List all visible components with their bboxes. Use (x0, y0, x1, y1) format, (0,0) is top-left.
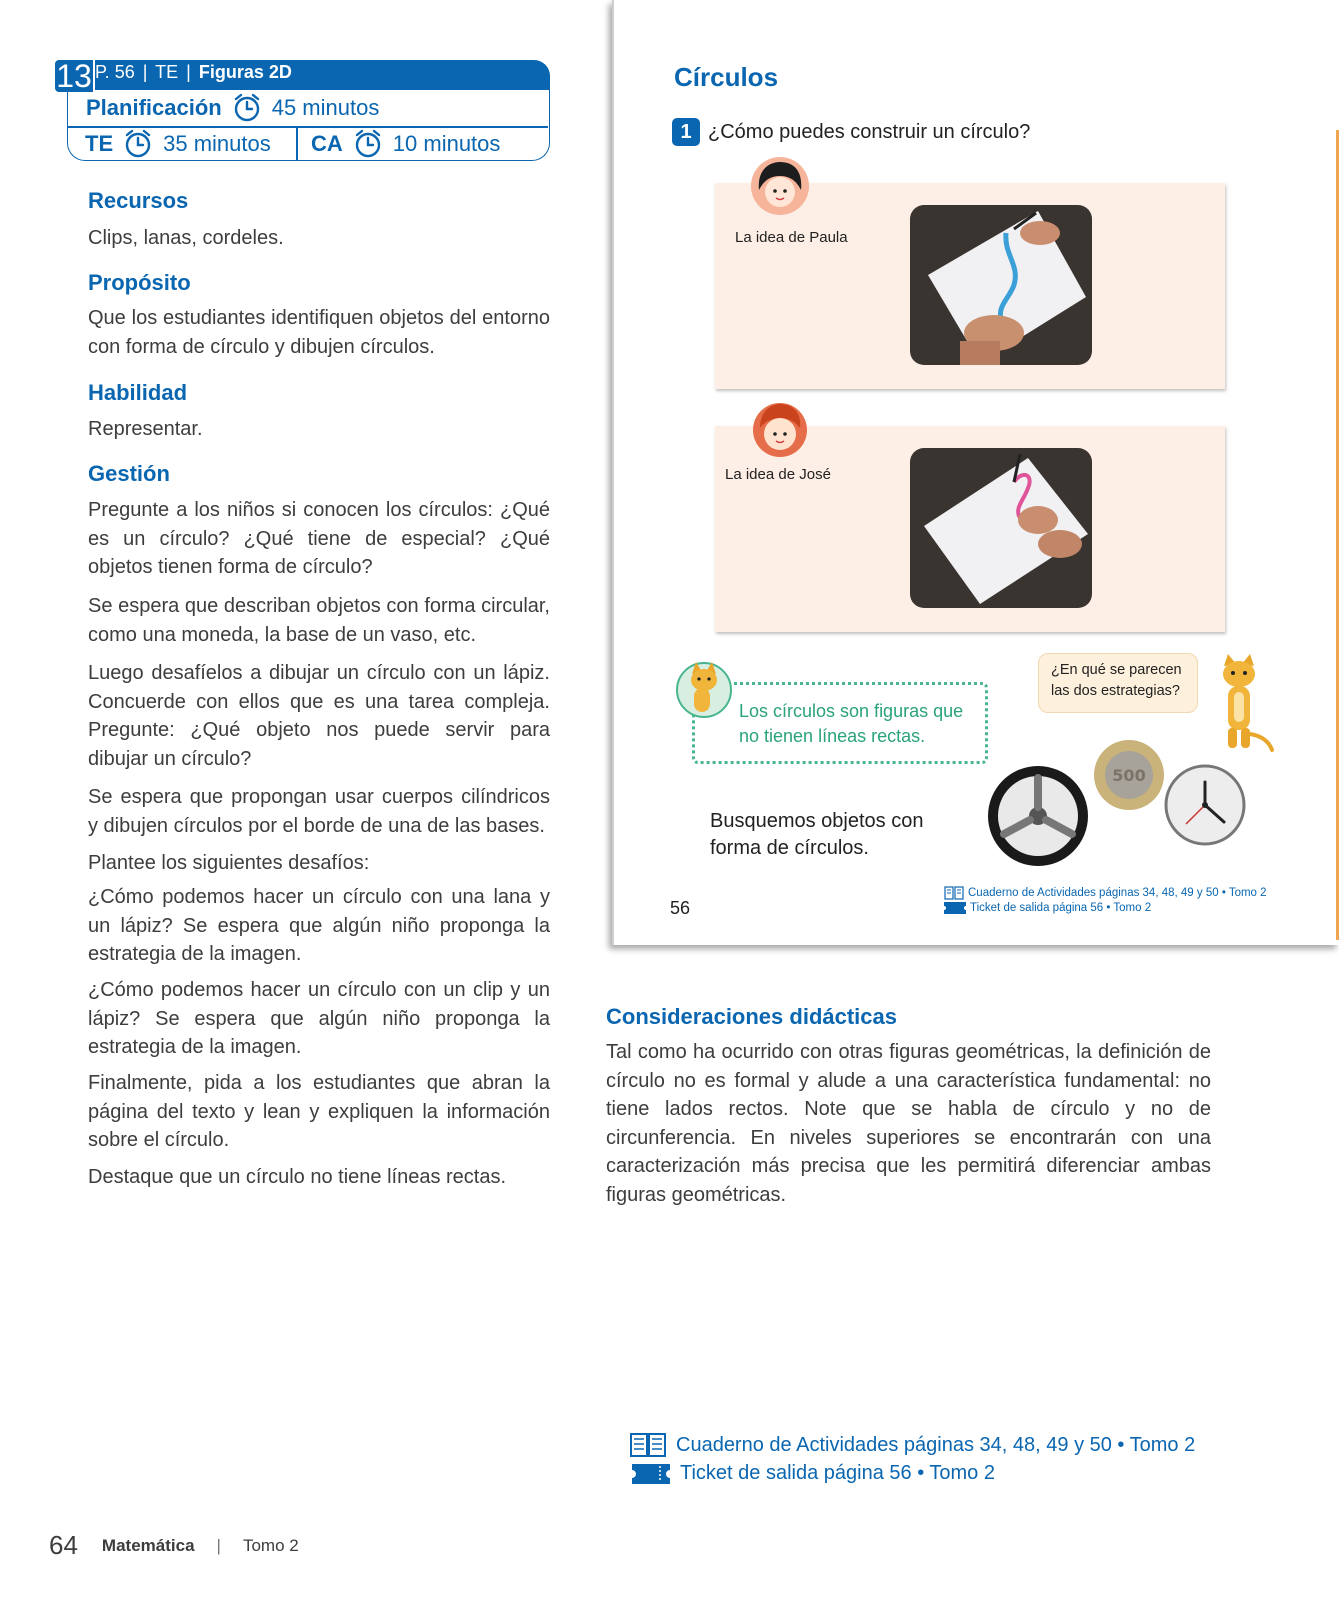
jose-label: La idea de José (725, 466, 831, 483)
wall-clock-icon (1164, 764, 1246, 846)
footer-page-number: 64 (49, 1530, 78, 1560)
proposito-text: Que los estudiantes identifiquen objetos del entorno con forma de círculo y dibujen círculos. (88, 307, 550, 358)
ticket-icon (944, 902, 966, 914)
cat-mascot-standing-icon (1208, 654, 1274, 752)
lesson-number: 13 (53, 58, 95, 94)
paula-photo (910, 205, 1092, 365)
ca-label: CA (311, 131, 343, 156)
gestion-p8: Finalmente, pida a los estudiantes que abran la página del texto y lean y expliquen la información sobre el círculo. (88, 1072, 550, 1151)
ca-row (311, 128, 500, 160)
paper-with-clip-image (910, 448, 1092, 608)
steering-wheel-icon (982, 760, 1094, 872)
planning-time: 45 minutos (271, 95, 380, 120)
habilidad-text: Representar. (88, 418, 203, 440)
considerations-text: Tal como ha ocurrido con otras figuras geométricas, la definición de círculo no es formal y alude a una característica fundamental: no tiene lados rectos. Note que se habla de círculo y no de circunferencia. En niveles superiores se encontrarán con una caracterización más precisa que les permitirá diferenciar ambas figuras geométricas. (606, 1041, 1211, 1206)
find-line-1: Busquemos objetos con (710, 810, 924, 832)
textbook-page-number: 56 (670, 898, 691, 918)
paula-label: La idea de Paula (735, 229, 848, 246)
alarm-clock-icon (353, 129, 383, 159)
paula-avatar-icon (749, 156, 811, 216)
header-bar-text: P. 56 | TE | Figuras 2D (95, 62, 292, 82)
te-row (85, 128, 271, 160)
coin-value: 500 (1112, 766, 1146, 785)
strategy-question-text: ¿En qué se parecen las dos estrategias? (1051, 662, 1182, 699)
gestion-p7: ¿Cómo podemos hacer un círculo con un clip y un lápiz? Se espera que algún niño proponga la estrategia de la imagen. (88, 979, 550, 1058)
workbook-reference-text: Cuaderno de Actividades páginas 34, 48, 49 y 50 • Tomo 2 (676, 1433, 1196, 1456)
te-label: TE (85, 131, 114, 156)
gestion-p3: Luego desafíelos a dibujar un círculo con un lápiz. Concuerde con ellos que es una tarea compleja. Pregunte: ¿Qué objeto nos puede servir para dibujar un círculo? (88, 662, 550, 770)
textbook-title: Círculos (674, 62, 779, 92)
gestion-p4: Se espera que propongan usar cuerpos cilíndricos y dibujen círculos por el borde de una de las bases. (88, 786, 550, 837)
book-icon (630, 1432, 666, 1458)
definition-bubble (692, 682, 988, 764)
gestion-heading: Gestión (88, 461, 170, 486)
workbook-reference (630, 1432, 1195, 1458)
coin-icon (1092, 738, 1166, 812)
find-objects-text (710, 808, 923, 862)
topic: Figuras 2D (198, 62, 292, 82)
habilidad-heading: Habilidad (88, 380, 188, 405)
gestion-p9: Destaque que un círculo no tiene líneas rectas. (88, 1166, 507, 1188)
jose-avatar-icon (750, 400, 810, 458)
lesson-header (53, 58, 550, 162)
ca-time: 10 minutos (392, 131, 501, 156)
textbook-page (612, 0, 1339, 945)
footer-subject: Matemática (101, 1535, 195, 1555)
find-line-2: forma de círculos. (710, 837, 869, 859)
textbook-ref-workbook-text: Cuaderno de Actividades páginas 34, 48, 49 y 50 • Tomo 2 (968, 887, 1267, 899)
page-footer (49, 1530, 299, 1561)
jose-photo (910, 448, 1092, 608)
page-ref: P. 56 (95, 62, 135, 82)
cat-mascot-icon (676, 660, 732, 718)
footer-separator: | (216, 1535, 221, 1555)
planning-row (86, 90, 379, 126)
textbook-ref-ticket-text: Ticket de salida página 56 • Tomo 2 (970, 902, 1152, 914)
recursos-heading: Recursos (88, 188, 189, 213)
strategy-question-bubble (1038, 653, 1198, 713)
question-text: ¿Cómo puedes construir un círculo? (708, 120, 1031, 143)
paper-with-yarn-image (910, 205, 1092, 365)
definition-text: Los círculos son figuras que no tienen líneas rectas. (739, 701, 964, 746)
planning-label: Planificación (86, 95, 222, 120)
ticket-icon (632, 1464, 670, 1484)
gestion-p2: Se espera que describan objetos con forma circular, como una moneda, la base de un vaso, etc. (88, 595, 550, 646)
considerations-heading: Consideraciones didácticas (606, 1004, 897, 1029)
gestion-p6: ¿Cómo podemos hacer un círculo con una lana y un lápiz? Se espera que algún niño proponga la estrategia de la imagen. (88, 886, 550, 965)
footer-volume: Tomo 2 (242, 1535, 299, 1555)
gestion-p5: Plantee los siguientes desafíos: (88, 852, 370, 874)
recursos-text: Clips, lanas, cordeles. (88, 227, 284, 249)
book-icon (944, 886, 964, 900)
textbook-ref-ticket (944, 902, 1151, 914)
te-time: 35 minutos (163, 131, 271, 156)
textbook-question (672, 118, 1030, 146)
alarm-clock-icon (123, 129, 153, 159)
question-number: 1 (672, 118, 700, 146)
te-ref: TE (155, 62, 179, 82)
header-vdivider (296, 127, 298, 161)
ticket-reference (632, 1462, 995, 1485)
gestion-p1: Pregunte a los niños si conocen los círculos: ¿Qué es un círculo? ¿Qué tiene de especial? ¿Qué objetos tienen forma de círculo? (88, 499, 550, 578)
proposito-heading: Propósito (88, 270, 191, 295)
textbook-ref-workbook (944, 886, 1267, 900)
alarm-clock-icon (232, 93, 262, 123)
ticket-reference-text: Ticket de salida página 56 • Tomo 2 (680, 1462, 995, 1484)
